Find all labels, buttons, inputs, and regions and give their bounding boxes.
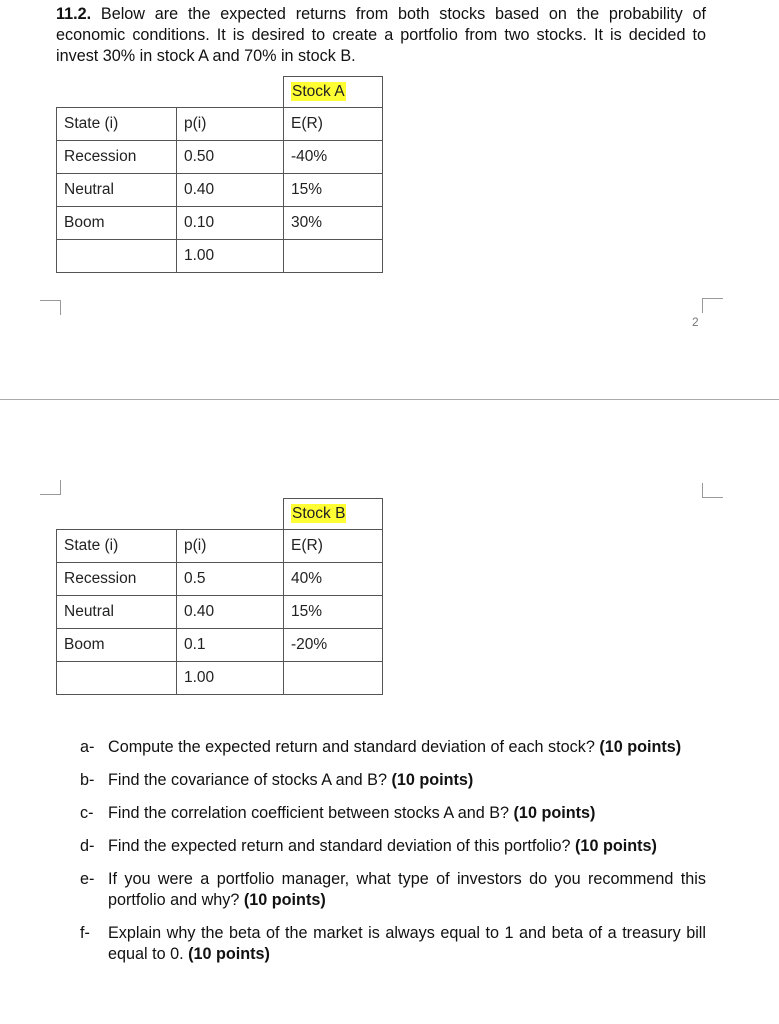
question-text: Find the correlation coefficient between stocks A and B? bbox=[108, 804, 510, 822]
question-item bbox=[80, 869, 706, 911]
question-points: (10 points) bbox=[513, 804, 596, 822]
question-item bbox=[80, 923, 706, 965]
return-cell: 15% bbox=[284, 174, 383, 207]
return-cell: 40% bbox=[284, 563, 383, 596]
probability-cell: 0.10 bbox=[177, 207, 284, 240]
table-header-row bbox=[57, 108, 383, 141]
question-points: (10 points) bbox=[575, 837, 657, 855]
return-cell: 15% bbox=[284, 596, 383, 629]
probability-total-cell: 1.00 bbox=[177, 240, 284, 273]
state-cell: Boom bbox=[57, 629, 177, 662]
question-item bbox=[80, 737, 706, 758]
table-row bbox=[57, 174, 383, 207]
page-corner-mark bbox=[40, 300, 61, 315]
header-state: State (i) bbox=[57, 530, 177, 563]
state-cell: Boom bbox=[57, 207, 177, 240]
question-label: b- bbox=[80, 771, 95, 789]
probability-cell: 0.40 bbox=[177, 596, 284, 629]
question-text: Compute the expected return and standard deviation of each stock? bbox=[108, 738, 595, 756]
question-text: If you were a portfolio manager, what type of investors do you recommend this portfolio and why? bbox=[108, 870, 706, 909]
page-break-divider bbox=[0, 399, 779, 400]
stock-a-title: Stock A bbox=[292, 83, 345, 100]
header-probability: p(i) bbox=[177, 530, 284, 563]
state-cell: Neutral bbox=[57, 174, 177, 207]
probability-cell: 0.5 bbox=[177, 563, 284, 596]
table-total-row bbox=[57, 662, 383, 695]
question-points: (10 points) bbox=[391, 771, 474, 789]
return-cell: -40% bbox=[284, 141, 383, 174]
table-row bbox=[57, 207, 383, 240]
question-label: a- bbox=[80, 738, 95, 756]
probability-cell: 0.50 bbox=[177, 141, 284, 174]
table-row bbox=[57, 629, 383, 662]
question-text: Explain why the beta of the market is always equal to 1 and beta of a treasury bill equal to 0. bbox=[108, 924, 706, 963]
question-item bbox=[80, 770, 706, 791]
header-probability: p(i) bbox=[177, 108, 284, 141]
probability-total-cell: 1.00 bbox=[177, 662, 284, 695]
stock-b-title: Stock B bbox=[292, 505, 346, 522]
question-label: f- bbox=[80, 924, 90, 942]
state-cell bbox=[57, 240, 177, 273]
question-points: (10 points) bbox=[188, 945, 270, 963]
probability-cell: 0.1 bbox=[177, 629, 284, 662]
return-cell: -20% bbox=[284, 629, 383, 662]
state-cell: Recession bbox=[57, 563, 177, 596]
question-text: Find the expected return and standard deviation of this portfolio? bbox=[108, 837, 571, 855]
state-cell bbox=[57, 662, 177, 695]
return-cell bbox=[284, 240, 383, 273]
question-points: (10 points) bbox=[243, 891, 326, 909]
question-label: c- bbox=[80, 804, 94, 822]
question-points: (10 points) bbox=[599, 738, 682, 756]
header-expected-return: E(R) bbox=[284, 108, 383, 141]
problem-intro bbox=[56, 4, 706, 67]
question-list bbox=[80, 737, 706, 977]
question-item bbox=[80, 836, 706, 857]
table-row bbox=[57, 141, 383, 174]
header-expected-return: E(R) bbox=[284, 530, 383, 563]
table-header-row bbox=[57, 530, 383, 563]
stock-b-table bbox=[56, 498, 383, 695]
problem-number: 11.2. bbox=[56, 5, 92, 23]
table-row bbox=[57, 563, 383, 596]
page-corner-mark bbox=[40, 480, 61, 495]
question-label: d- bbox=[80, 837, 95, 855]
page-corner-mark bbox=[702, 298, 723, 313]
page-corner-mark bbox=[702, 483, 723, 498]
table-total-row bbox=[57, 240, 383, 273]
state-cell: Neutral bbox=[57, 596, 177, 629]
header-state: State (i) bbox=[57, 108, 177, 141]
state-cell: Recession bbox=[57, 141, 177, 174]
question-text: Find the covariance of stocks A and B? bbox=[108, 771, 387, 789]
question-item bbox=[80, 803, 706, 824]
probability-cell: 0.40 bbox=[177, 174, 284, 207]
stock-a-table bbox=[56, 76, 383, 273]
return-cell bbox=[284, 662, 383, 695]
question-label: e- bbox=[80, 870, 95, 888]
return-cell: 30% bbox=[284, 207, 383, 240]
page-number: 2 bbox=[692, 315, 699, 329]
problem-text: Below are the expected returns from both stocks based on the probability of economic conditions. It is desired to create a portfolio from two stocks. It is decided to invest 30% in stock A and 70% in stock B. bbox=[56, 5, 706, 65]
table-row bbox=[57, 596, 383, 629]
